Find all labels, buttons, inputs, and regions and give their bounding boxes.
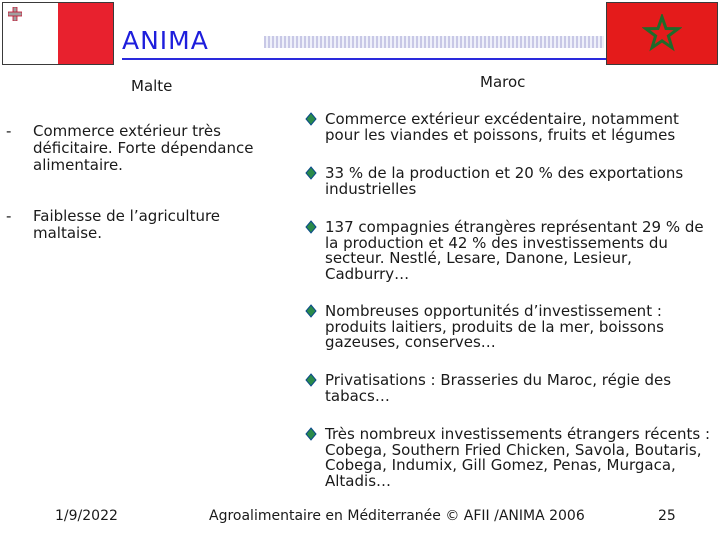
title-band bbox=[264, 36, 604, 48]
star-icon bbox=[642, 14, 682, 54]
slide-title: ANIMA bbox=[122, 26, 209, 55]
right-item-text: 137 compagnies étrangères représentant 29 % de la production et 42 % des investissements du secteur. Nestlé, Lesare, Danone, Lesieur, Cadburry… bbox=[325, 218, 704, 283]
diamond-bullet-icon bbox=[304, 373, 318, 387]
diamond-bullet-icon bbox=[304, 304, 318, 318]
title-underline bbox=[122, 58, 606, 60]
right-item-text: Privatisations : Brasseries du Maroc, régie des tabacs… bbox=[325, 371, 672, 405]
diamond-bullet-icon bbox=[304, 112, 318, 126]
footer-date: 1/9/2022 bbox=[55, 508, 118, 524]
right-heading: Maroc bbox=[480, 73, 526, 91]
dash-marker: - bbox=[6, 207, 12, 225]
page-number: 25 bbox=[658, 508, 676, 524]
george-cross-icon bbox=[8, 7, 22, 21]
morocco-flag-icon bbox=[606, 2, 718, 65]
malta-flag-icon bbox=[2, 2, 114, 65]
diamond-bullet-icon bbox=[304, 166, 318, 180]
dash-marker: - bbox=[6, 122, 12, 140]
left-list-item bbox=[0, 123, 290, 183]
diamond-bullet-icon bbox=[304, 427, 318, 441]
right-item-text: Nombreuses opportunités d’investissement : produits laitiers, produits de la mer, boissons gazeuses, conserves… bbox=[325, 302, 664, 351]
diamond-bullet-icon bbox=[304, 220, 318, 234]
footer-caption: Agroalimentaire en Méditerranée © AFII /ANIMA 2006 bbox=[209, 508, 585, 524]
right-item-text: Très nombreux investissements étrangers récents : Cobega, Southern Fried Chicken, Savola, Boutaris, Cobega, Indumix, Gill Gomez, Penas, Murgaca, Altadis… bbox=[325, 425, 710, 490]
right-item-text: Commerce extérieur excédentaire, notamment pour les viandes et poissons, fruits et légumes bbox=[325, 110, 679, 144]
left-item-text: Faiblesse de l’agriculture maltaise. bbox=[33, 207, 221, 242]
left-item-text: Commerce extérieur très déficitaire. Forte dépendance alimentaire. bbox=[33, 122, 254, 174]
left-heading: Malte bbox=[131, 77, 173, 95]
right-item-text: 33 % de la production et 20 % des exportations industrielles bbox=[325, 164, 684, 198]
left-list-item bbox=[0, 208, 290, 248]
